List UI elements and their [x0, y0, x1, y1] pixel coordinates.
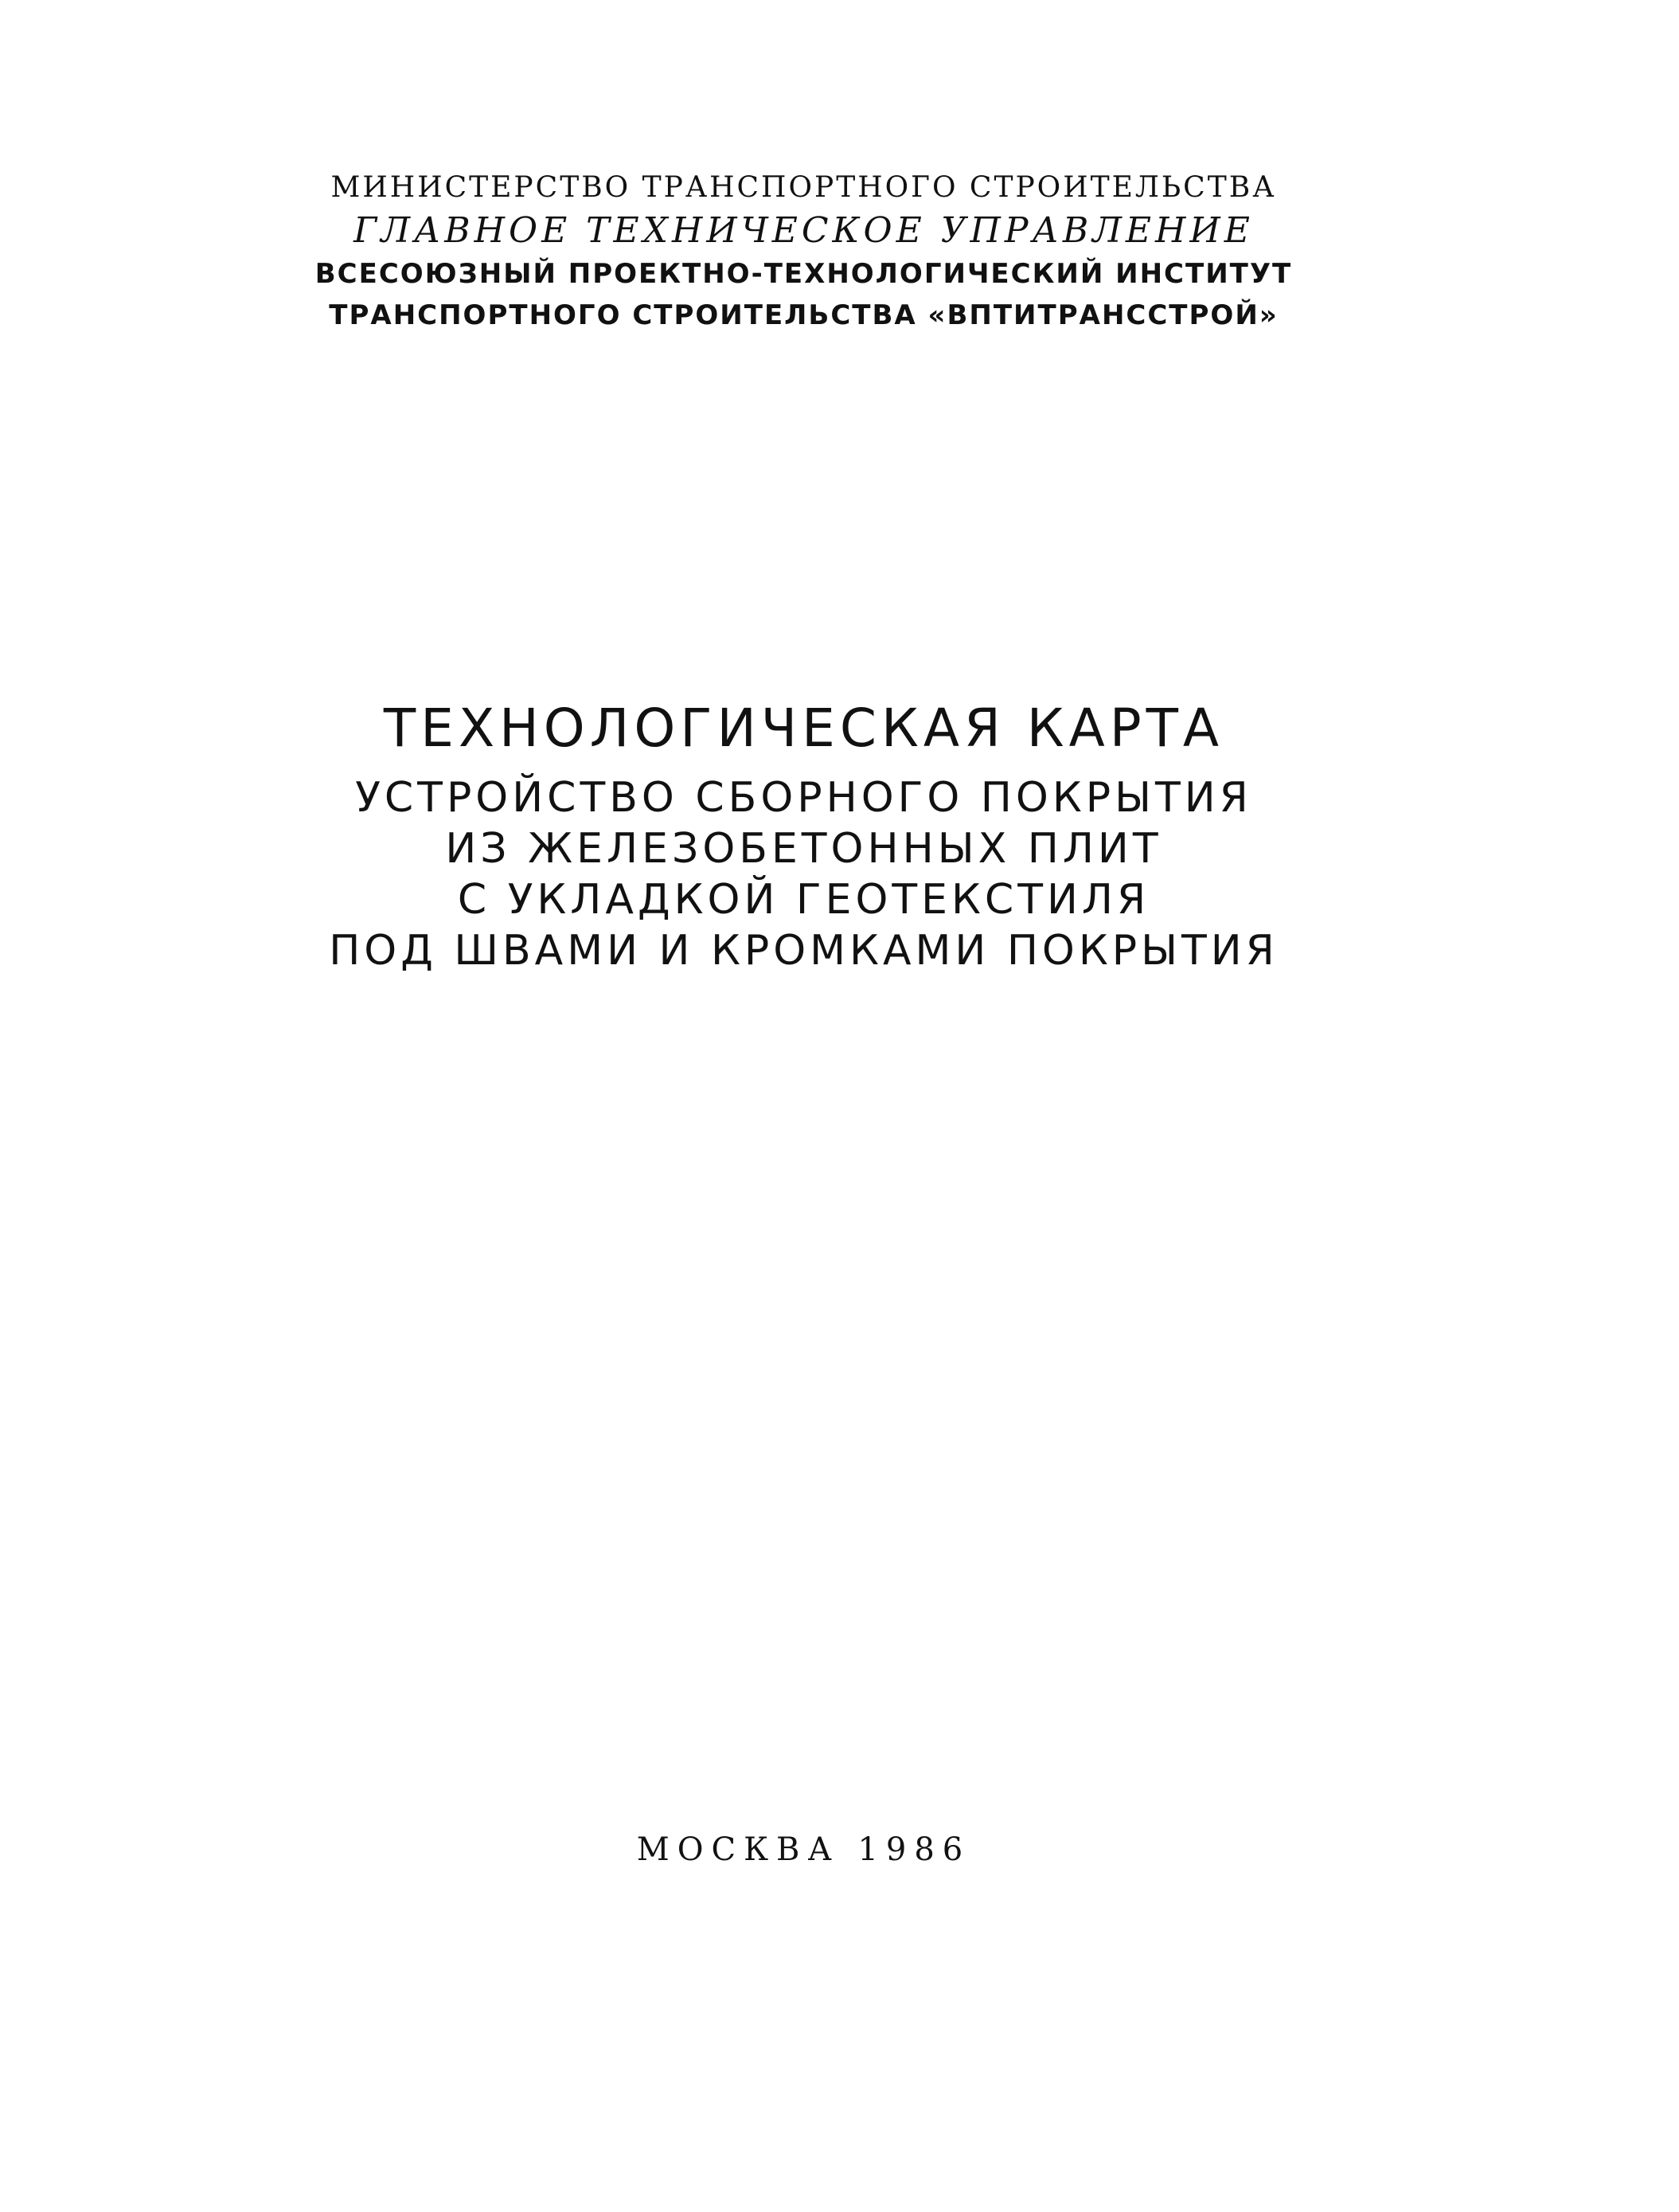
subtitle-line: ИЗ ЖЕЛЕЗОБЕТОННЫХ ПЛИТ: [445, 825, 1162, 873]
place-and-year: МОСКВА 1986: [636, 1831, 971, 1868]
imprint-footer: [0, 1831, 1643, 1868]
subtitle-line: ПОД ШВАМИ И КРОМКАМИ ПОКРЫТИЯ: [329, 927, 1279, 975]
ministry-name: МИНИСТЕРСТВО ТРАНСПОРТНОГО СТРОИТЕЛЬСТВА: [330, 171, 1277, 204]
subtitle-line: УСТРОЙСТВО СБОРНОГО ПОКРЫТИЯ: [355, 774, 1252, 822]
document-title-block: [0, 685, 1643, 976]
institute-name-line1: ВСЕСОЮЗНЫЙ ПРОЕКТНО-ТЕХНОЛОГИЧЕСКИЙ ИНСТИТУТ: [314, 258, 1293, 290]
subtitle-line: С УКЛАДКОЙ ГЕОТЕКСТИЛЯ: [457, 876, 1150, 924]
directorate-name: ГЛАВНОЕ ТЕХНИЧЕСКОЕ УПРАВЛЕНИЕ: [353, 210, 1254, 251]
organization-header: [0, 167, 1643, 336]
document-title: ТЕХНОЛОГИЧЕСКАЯ КАРТА: [383, 698, 1224, 759]
institute-name-line2: ТРАНСПОРТНОГО СТРОИТЕЛЬСТВА «ВПТИТРАНССТРОЙ»: [329, 299, 1279, 331]
